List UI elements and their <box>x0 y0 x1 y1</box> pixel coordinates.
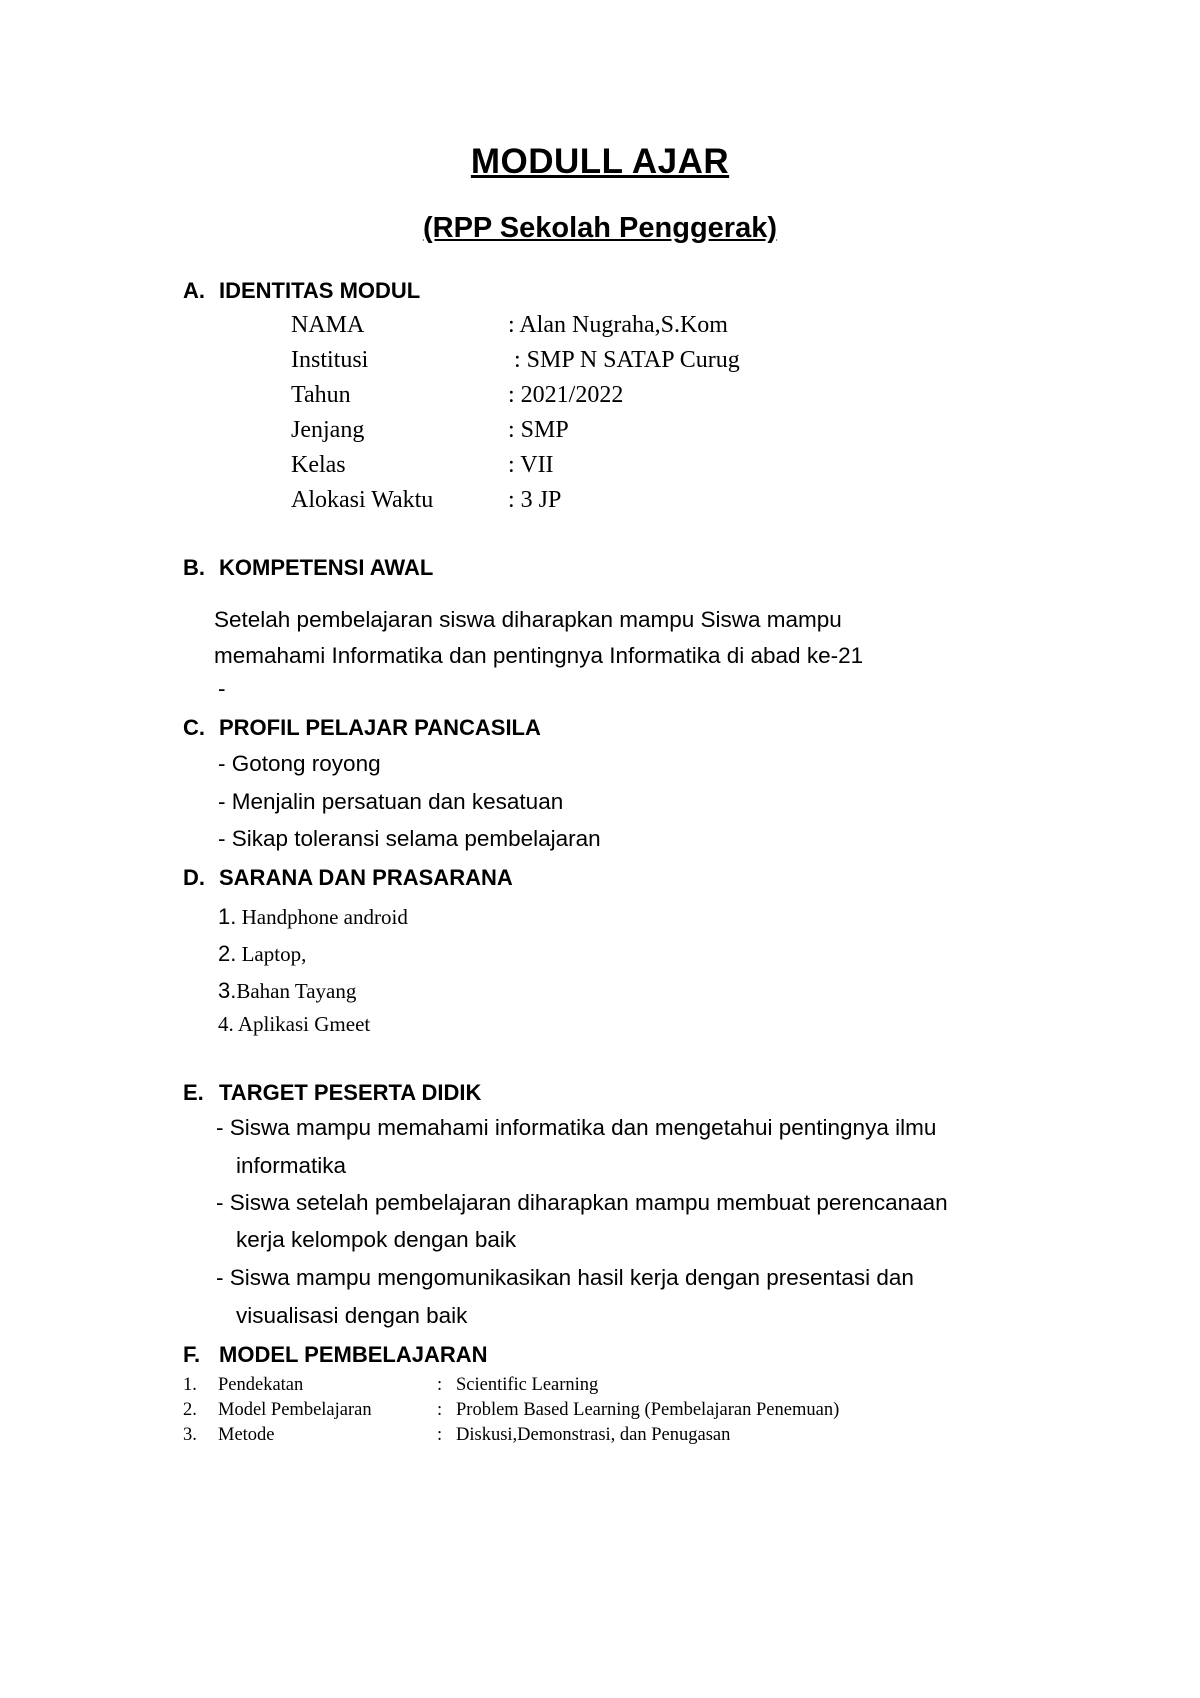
identity-label-jenjang: Jenjang <box>291 417 365 443</box>
identity-value-nama: : Alan Nugraha,S.Kom <box>508 312 728 338</box>
document-subtitle: (RPP Sekolah Penggerak) <box>422 212 778 244</box>
target-line: - Siswa mampu memahami informatika dan mengetahui pentingnya ilmu <box>216 1115 937 1140</box>
sarana-item-number: 4. <box>218 1012 234 1036</box>
identity-value-institusi: : SMP N SATAP Curug <box>508 347 740 373</box>
kompetensi-line-2: memahami Informatika dan pentingnya Informatika di abad ke-21 <box>214 643 864 668</box>
section-letter: D. <box>183 865 205 890</box>
model-row-label: Pendekatan <box>218 1375 304 1395</box>
kompetensi-line-1: Setelah pembelajaran siswa diharapkan mampu Siswa mampu <box>214 607 842 632</box>
identity-value-tahun: : 2021/2022 <box>508 382 624 408</box>
identity-value-alokasi-waktu: : 3 JP <box>508 487 562 513</box>
sarana-item-text: Laptop, <box>236 942 307 966</box>
target-line: visualisasi dengan baik <box>236 1303 468 1328</box>
section-letter: B. <box>183 555 205 580</box>
model-row-separator: : <box>437 1375 443 1395</box>
section-f-heading <box>183 1342 488 1368</box>
target-line: - Siswa setelah pembelajaran diharapkan mampu membuat perencanaan <box>216 1190 948 1215</box>
model-row-number: 1. <box>183 1375 197 1395</box>
section-letter: A. <box>183 278 205 303</box>
profil-item: - Sikap toleransi selama pembelajaran <box>218 826 601 851</box>
section-b-heading <box>183 555 433 581</box>
section-d-heading <box>183 865 513 891</box>
sarana-item-number: 1. <box>218 904 237 929</box>
sarana-item <box>218 904 408 930</box>
model-row-value: Problem Based Learning (Pembelajaran Penemuan) <box>456 1400 840 1420</box>
document-title: MODULL AJAR <box>470 142 730 181</box>
identity-value-jenjang: : SMP <box>508 417 569 443</box>
section-title: SARANA DAN PRASARANA <box>219 865 513 890</box>
section-letter: F. <box>183 1342 201 1367</box>
model-row-separator: : <box>437 1400 443 1420</box>
sarana-item <box>218 978 356 1004</box>
identity-label-tahun: Tahun <box>291 382 351 408</box>
sarana-item-text: Aplikasi Gmeet <box>233 1012 371 1036</box>
sarana-item-text: Handphone android <box>236 905 408 929</box>
model-row-value: Scientific Learning <box>456 1375 599 1395</box>
section-title: KOMPETENSI AWAL <box>219 555 434 580</box>
sarana-item-number: 3. <box>218 978 237 1003</box>
profil-item: - Gotong royong <box>218 751 381 776</box>
sarana-item <box>218 941 306 967</box>
section-title: TARGET PESERTA DIDIK <box>219 1080 482 1105</box>
section-e-heading <box>183 1080 481 1106</box>
model-row-label: Metode <box>218 1425 275 1445</box>
identity-label-alokasi-waktu: Alokasi Waktu <box>291 487 434 513</box>
identity-value-kelas: : VII <box>508 452 554 478</box>
identity-label-kelas: Kelas <box>291 452 346 478</box>
target-line: informatika <box>236 1153 347 1178</box>
identity-label-institusi: Institusi <box>291 347 369 373</box>
profil-item: - Menjalin persatuan dan kesatuan <box>218 789 564 814</box>
section-c-heading <box>183 715 541 741</box>
model-row-label: Model Pembelajaran <box>218 1400 372 1420</box>
sarana-item-text: Bahan Tayang <box>236 979 357 1003</box>
section-title: MODEL PEMBELAJARAN <box>219 1342 488 1367</box>
model-row-number: 3. <box>183 1425 197 1445</box>
model-row-number: 2. <box>183 1400 197 1420</box>
target-line: - Siswa mampu mengomunikasikan hasil kerja dengan presentasi dan <box>216 1265 914 1290</box>
model-row-separator: : <box>437 1425 443 1445</box>
target-line: kerja kelompok dengan baik <box>236 1227 517 1252</box>
section-a-heading <box>183 278 420 304</box>
section-title: PROFIL PELAJAR PANCASILA <box>219 715 541 740</box>
identity-label-nama: NAMA <box>291 312 365 338</box>
model-row-value: Diskusi,Demonstrasi, dan Penugasan <box>456 1425 731 1445</box>
sarana-item <box>218 1012 370 1037</box>
kompetensi-line-3: - <box>218 676 226 701</box>
sarana-item-number: 2. <box>218 941 237 966</box>
section-letter: C. <box>183 715 205 740</box>
section-letter: E. <box>183 1080 204 1105</box>
section-title: IDENTITAS MODUL <box>219 278 421 303</box>
